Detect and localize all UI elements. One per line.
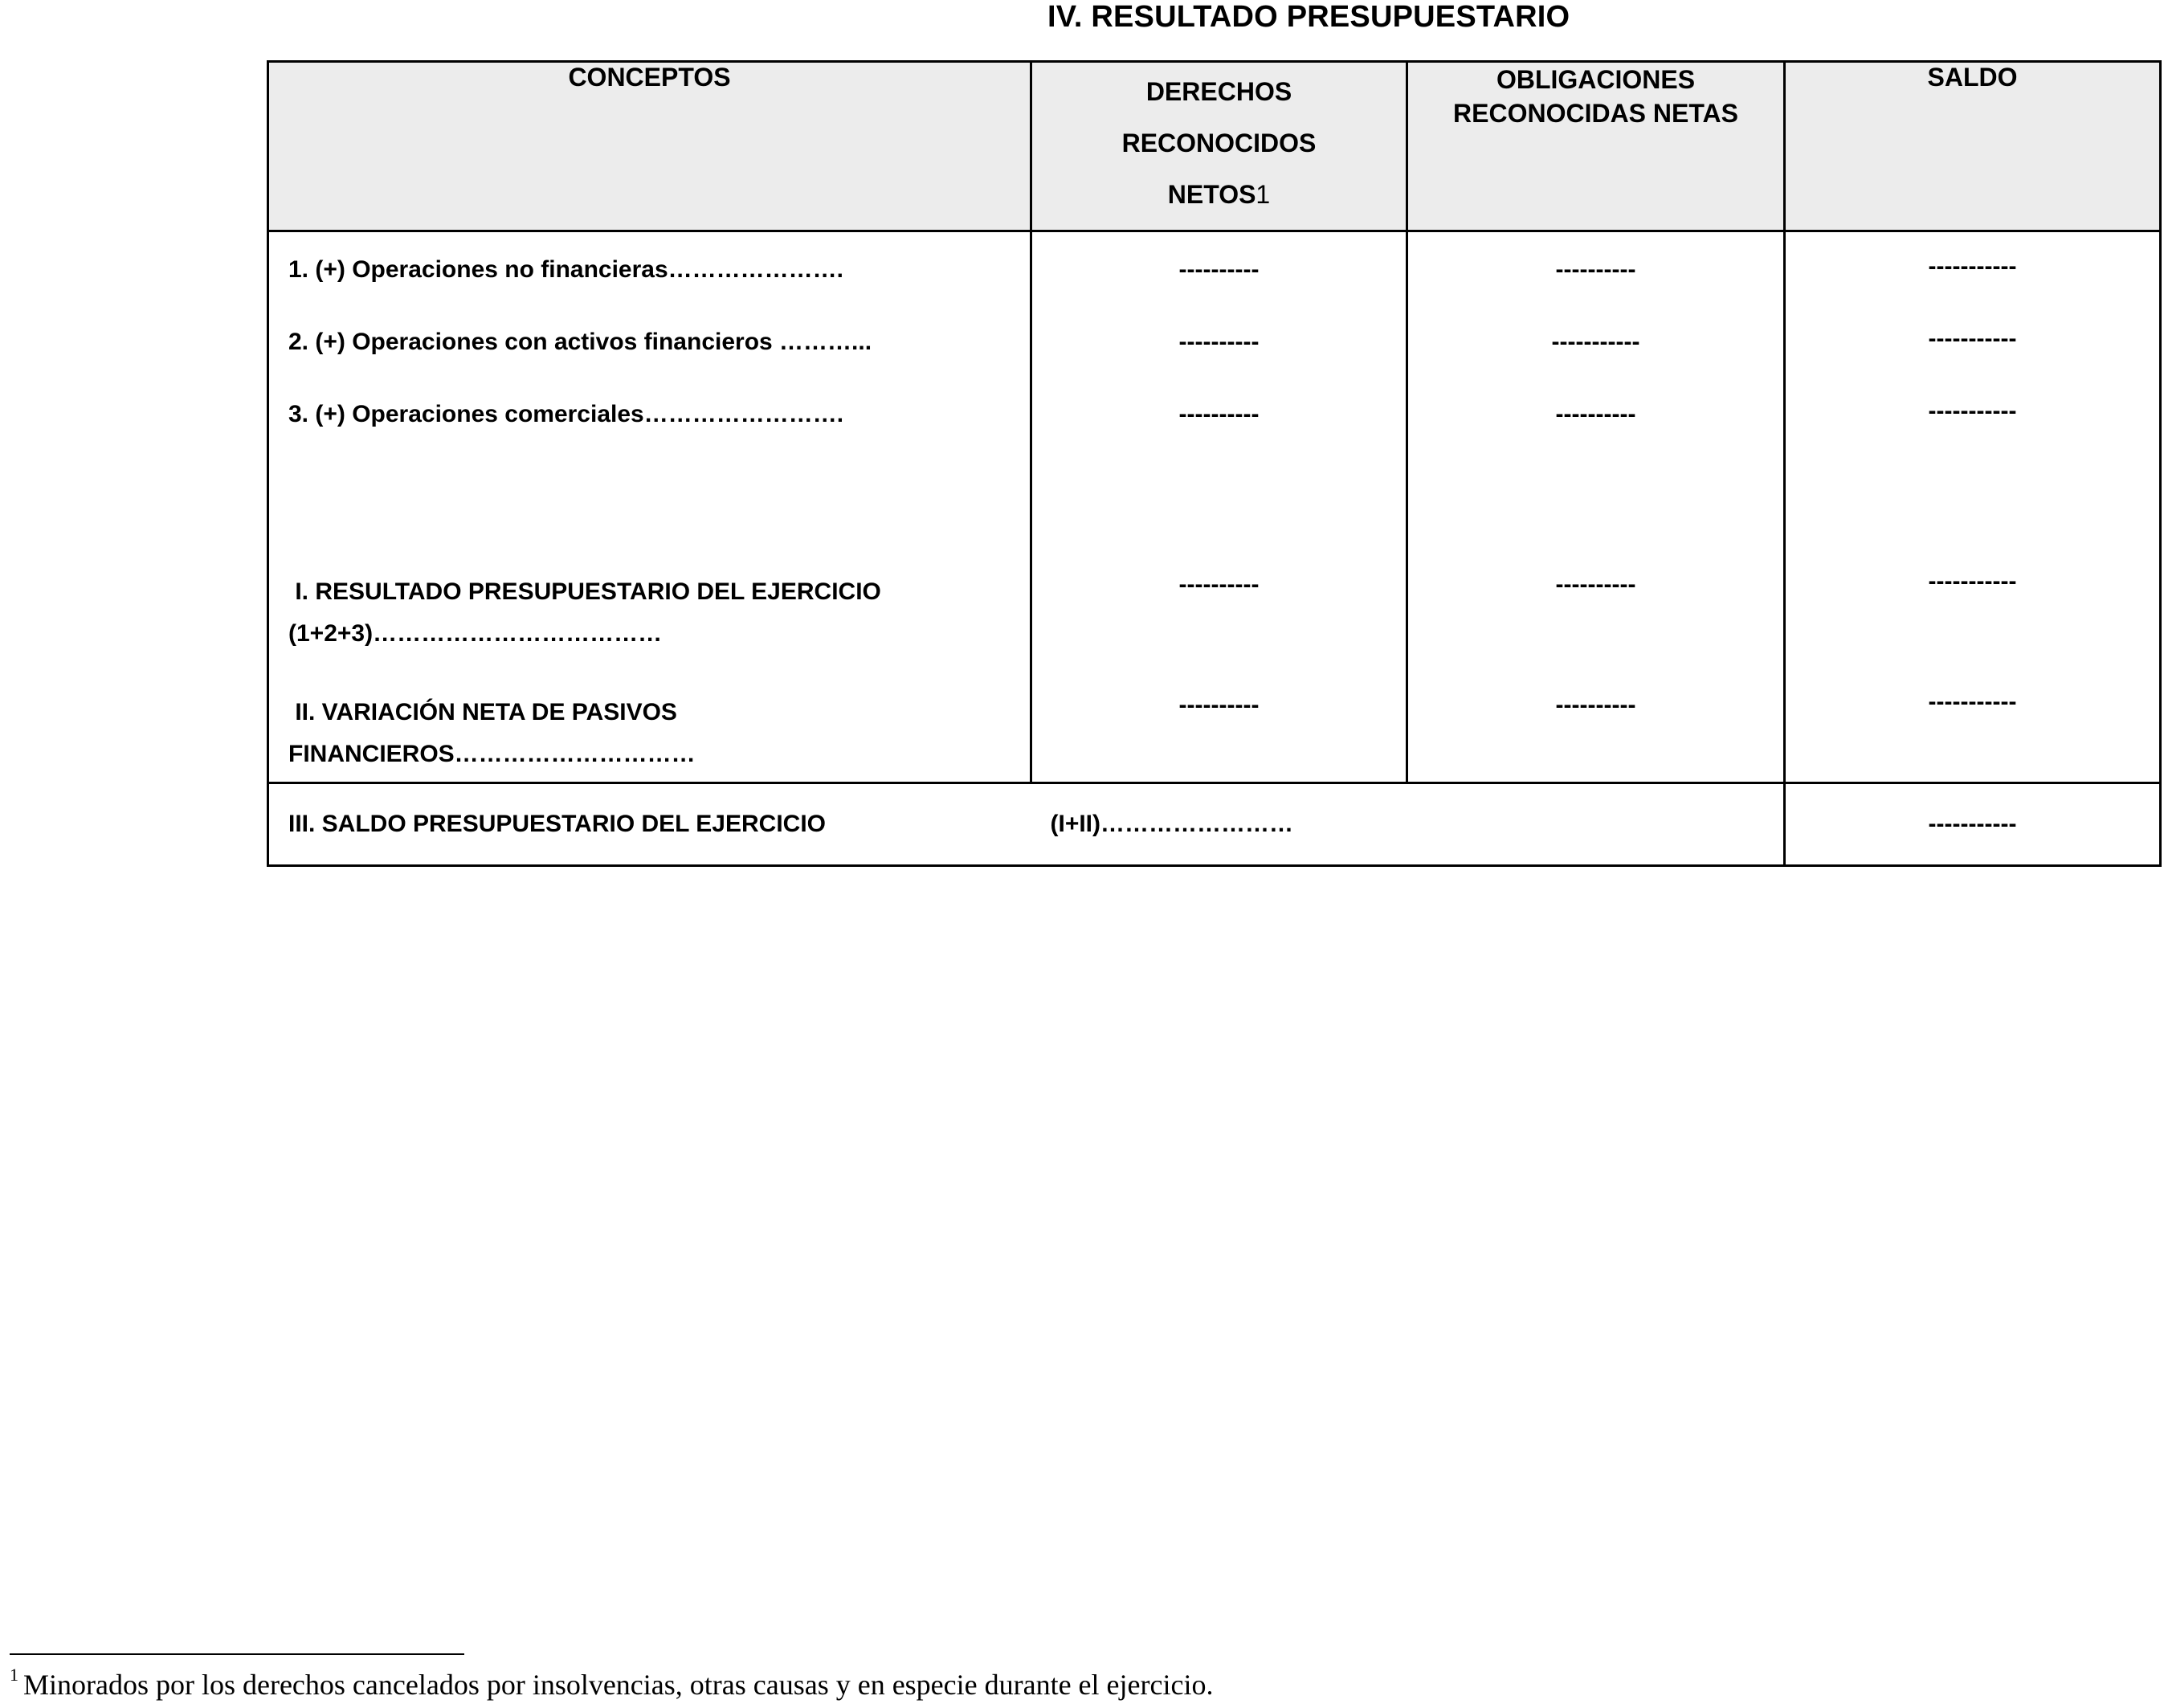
table-row [268, 692, 2161, 783]
footnote [10, 1665, 1214, 1702]
header-obligaciones-line1: OBLIGACIONES [1496, 65, 1696, 94]
obligaciones-value: ---------- [1555, 692, 1636, 718]
concept-cell: 2. (+) Operaciones con activos financieros ………... [268, 329, 1031, 401]
header-derechos [1031, 62, 1407, 231]
saldo-value: ----------- [1928, 689, 2017, 715]
obligaciones-value: ----------- [1551, 329, 1640, 355]
table-row [268, 571, 2161, 692]
header-derechos-line1: DERECHOS [1145, 77, 1292, 106]
concept-line1: I. RESULTADO PRESUPUESTARIO DEL EJERCICIO [288, 578, 881, 605]
saldo-total-label: III. SALDO PRESUPUESTARIO DEL EJERCICIO [268, 783, 1031, 866]
header-derechos-line2: RECONOCIDOS [1121, 129, 1317, 157]
concept-cell: 1. (+) Operaciones no financieras…………………. [268, 231, 1031, 329]
page-title: IV. RESULTADO PRESUPUESTARIO [1047, 0, 1570, 34]
budget-result-table [267, 60, 2162, 867]
obligaciones-value: ---------- [1555, 571, 1636, 598]
derechos-value: ---------- [1178, 571, 1260, 598]
concept-line2: FINANCIEROS………………………… [288, 741, 696, 767]
footnote-text: Minorados por los derechos cancelados por insolvencias, otras causas y en especie durante el ejercicio. [23, 1669, 1214, 1701]
footnote-reference: 1 [1256, 180, 1271, 209]
table-row [268, 401, 2161, 481]
saldo-value: ----------- [1928, 253, 2017, 280]
concept-line1: II. VARIACIÓN NETA DE PASIVOS [288, 699, 677, 725]
derechos-value: ---------- [1178, 692, 1260, 718]
concept-cell [268, 692, 1031, 783]
table-row [268, 231, 2161, 329]
derechos-value: ---------- [1178, 401, 1260, 427]
concept-line2: (1+2+3)……………………………… [288, 620, 663, 647]
header-conceptos: CONCEPTOS [268, 62, 1031, 231]
saldo-value: ----------- [1928, 398, 2017, 424]
concept-cell: 3. (+) Operaciones comerciales……………………. [268, 401, 1031, 481]
saldo-total-formula: (I+II)…………………… [1031, 783, 1785, 866]
concept-cell [268, 571, 1031, 692]
header-obligaciones-line2: RECONOCIDAS NETAS [1453, 99, 1738, 128]
spacer-row [268, 481, 2161, 571]
footnote-divider [10, 1653, 464, 1655]
obligaciones-value: ---------- [1555, 256, 1636, 283]
derechos-value: ---------- [1178, 329, 1260, 355]
saldo-value: ----------- [1928, 568, 2017, 595]
saldo-value: ----------- [1928, 325, 2017, 352]
saldo-total-row [268, 783, 2161, 866]
header-obligaciones [1407, 62, 1785, 231]
obligaciones-value: ---------- [1555, 401, 1636, 427]
derechos-value: ---------- [1178, 256, 1260, 283]
table-row [268, 329, 2161, 401]
table-header-row [268, 62, 2161, 231]
saldo-total-value: ----------- [1928, 811, 2017, 837]
header-saldo: SALDO [1785, 62, 2161, 231]
header-derechos-line3: NETOS [1167, 180, 1256, 209]
footnote-mark: 1 [10, 1665, 18, 1685]
